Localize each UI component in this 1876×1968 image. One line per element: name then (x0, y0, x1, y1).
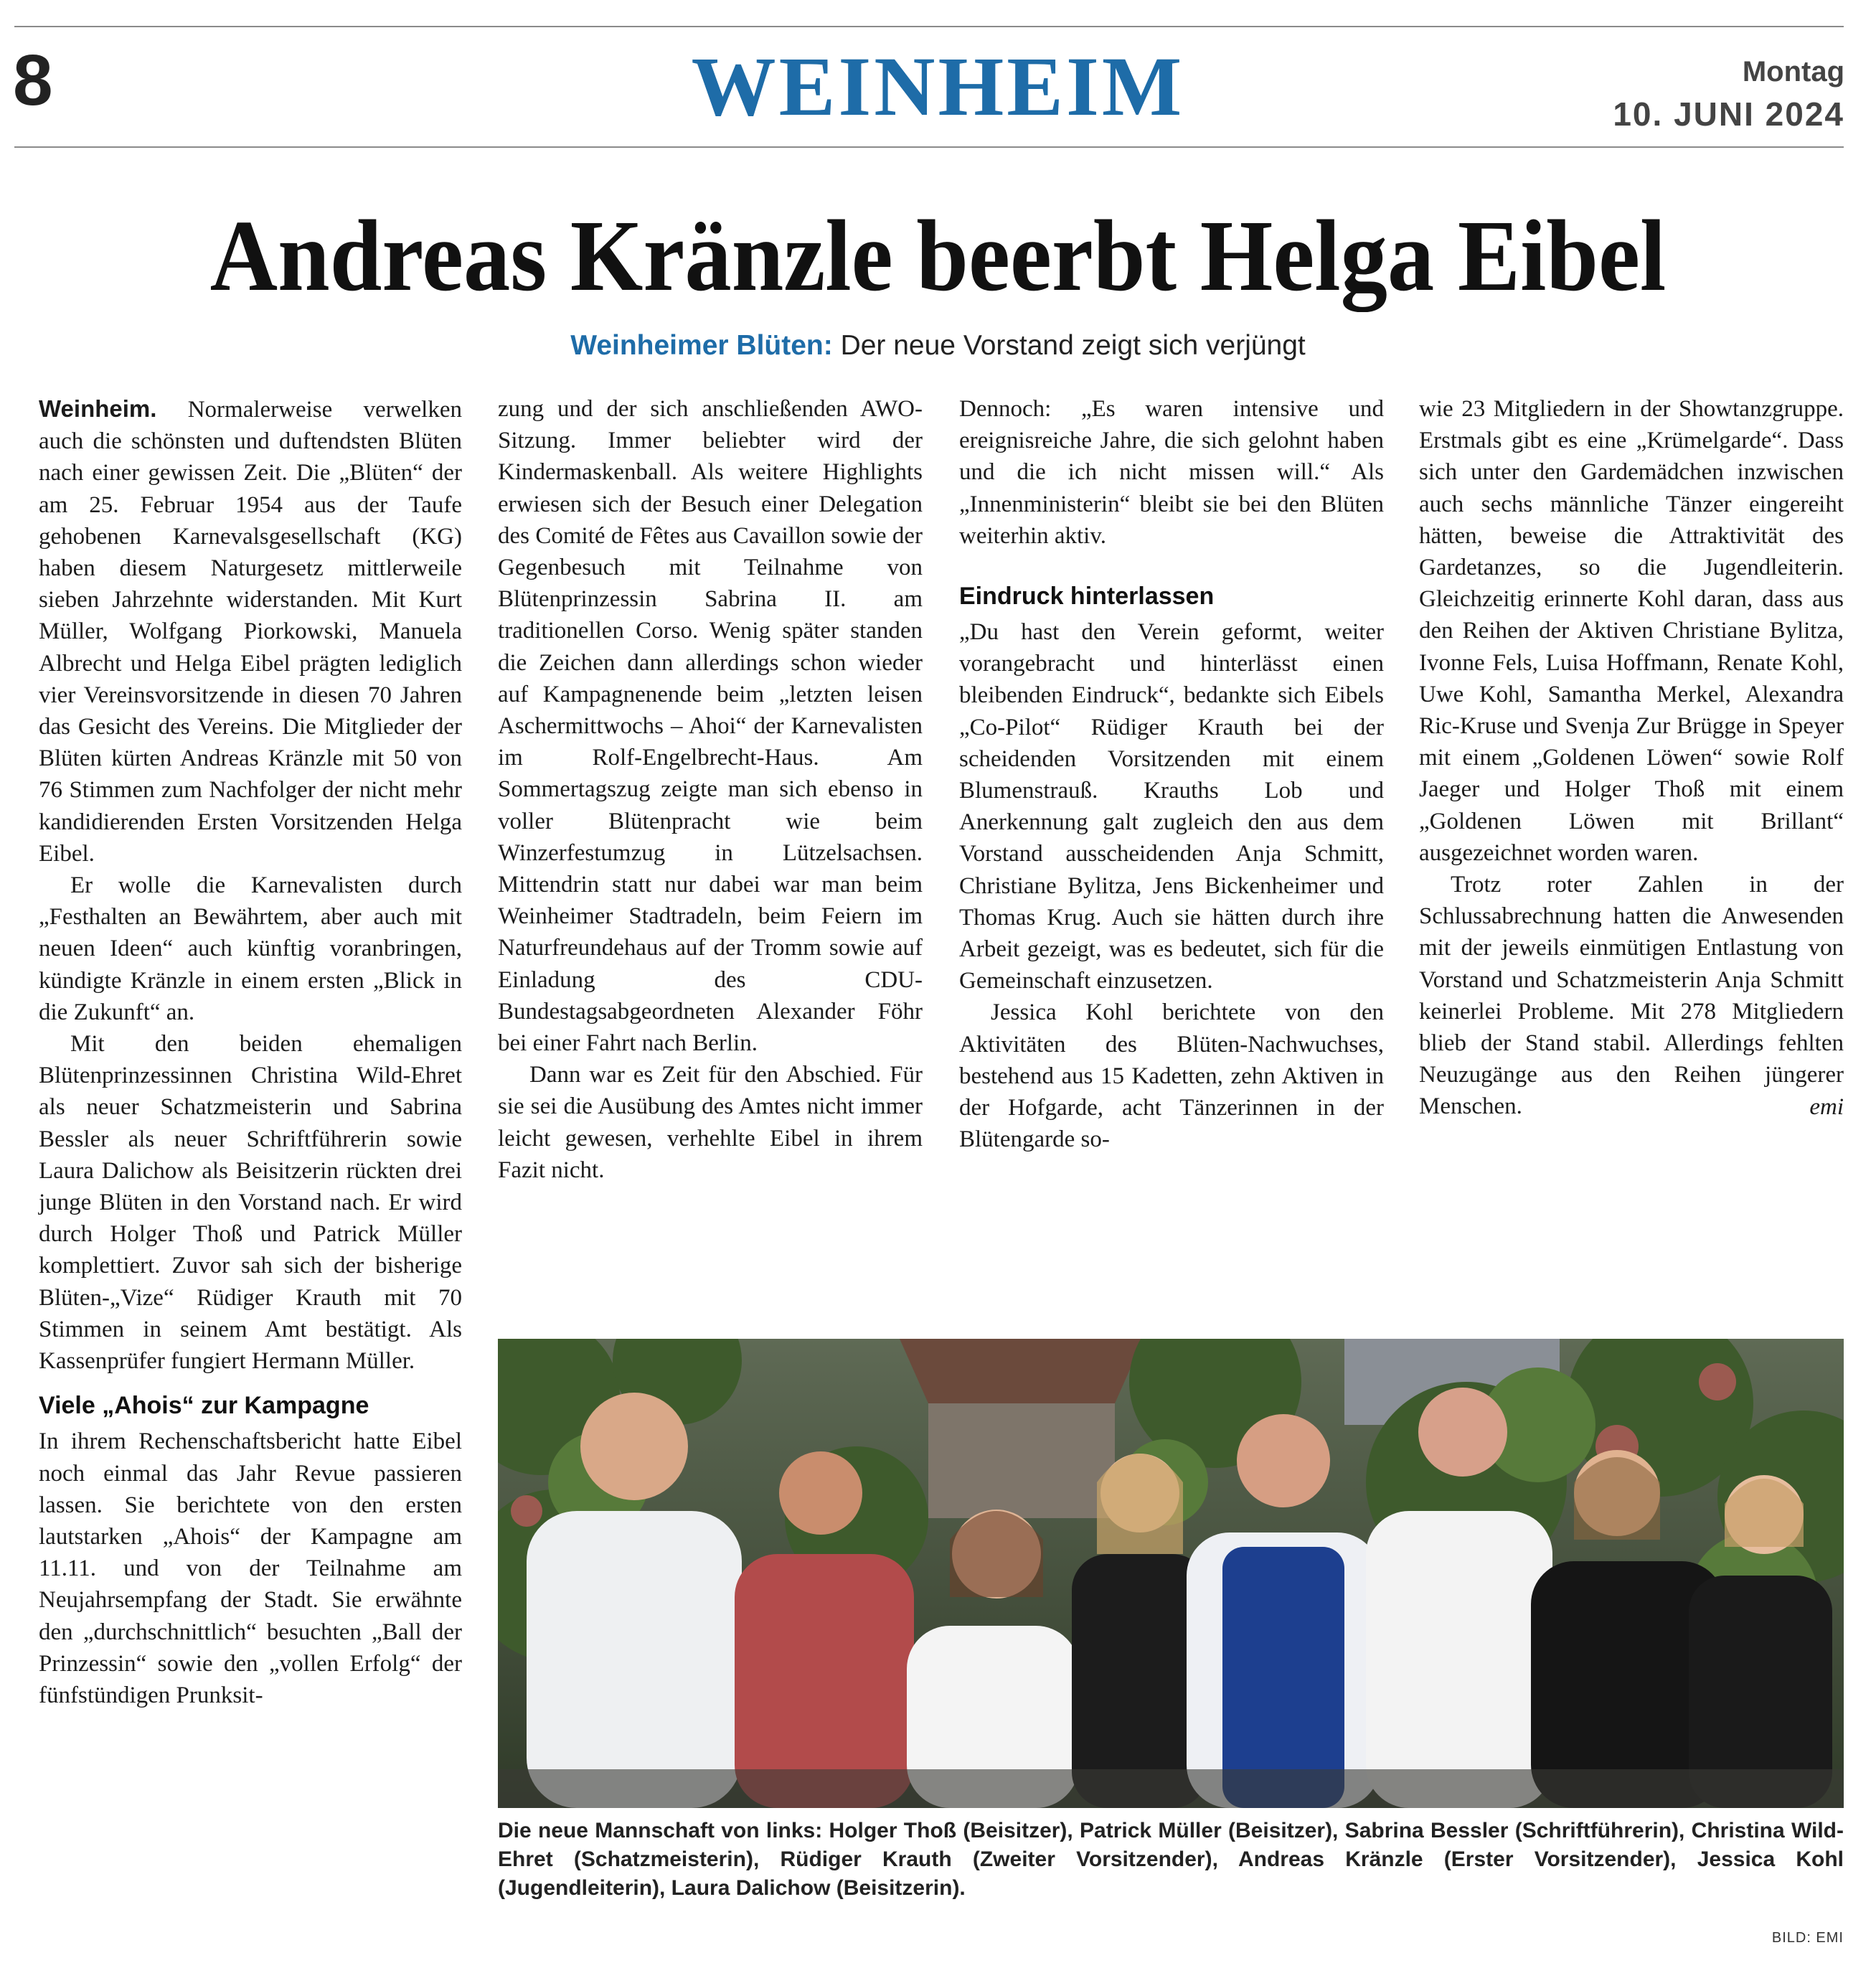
paragraph: Dennoch: „Es waren intensive und ereignisreiche Jahre, die sich gelohnt haben und die ich nicht missen will.“ Als „Innenministerin“ bleibt sie bei den Blüten weiterhin aktiv. (959, 396, 1384, 549)
photo-credit: BILD: EMI (1771, 1930, 1844, 1946)
weekday: Montag (1742, 56, 1844, 88)
article-column-4 (1419, 393, 1844, 1123)
article-subtitle (0, 324, 1876, 367)
paragraph: In ihrem Rechenschaftsbericht hatte Eibel noch einmal das Jahr Revue passieren lassen. Sie berichtete von den ersten lautstarken „Ahois“ der Kampagne am 11.11. und von der Teilnahme am Neujahrsempfang der Stadt. Sie erwähnte den „durchschnittlich“ besuchten „Ball der Prinzessin“ sowie den „vollen Erfolg“ der fünfstündigen Prunksit- (39, 1428, 462, 1708)
paragraph: wie 23 Mitgliedern in der Showtanzgruppe. Erstmals gibt es eine „Krümelgarde“. Dass sich unter den Gardemädchen inzwischen auch sechs männliche Tänzer eingereiht hätten, beweise die Attraktivität des Gardetanzes, so die Jugendleiterin. Gleichzeitig erinnerte Kohl daran, dass aus den Reihen der Aktiven Christiane Bylitza, Ivonne Fels, Luisa Hoffmann, Renate Kohl, Uwe Kohl, Samantha Merkel, Alexandra Ric-Kruse und Svenja Zur Brügge in Speyer mit einem „Goldenen Löwen“ sowie Rolf Jaeger und Holger Thoß mit einem „Goldenen Löwen mit Brillant“ ausgezeichnet worden waren. (1419, 396, 1844, 866)
paragraph: Trotz roter Zahlen in der Schlussabrechnung hatten die Anwesenden mit der jeweils einmütigen Entlastung von Vorstand und Schatzmeisterin Anja Schmitt keinerlei Probleme. Mit 278 Mitgliedern blieb der Stand stabil. Allerdings fehlten Neuzugänge aus den Reihen jüngerer Menschen. (1419, 872, 1844, 1120)
paragraph: Er wolle die Karnevalisten durch „Festhalten an Bewährtem, aber auch mit neuen Ideen“ auch künftig voranbringen, kündigte Kränzle in einem ersten „Blick in die Zukunft“ an. (39, 872, 462, 1025)
article-column-3 (959, 393, 1384, 1155)
section-subhead: Eindruck hinterlassen (959, 583, 1215, 611)
group-photo (498, 1339, 1844, 1808)
paragraph: Dann war es Zeit für den Abschied. Für sie sei die Ausübung des Amtes nicht immer leicht gewesen, verhehlte Eibel in ihrem Fazit nicht. (498, 1062, 923, 1183)
paragraph: Jessica Kohl berichtete von den Aktivitäten des Blüten-Nachwuchses, bestehend aus 15 Kadetten, zehn Aktiven in der Hofgarde, acht Tänzerinnen in der Blütengarde so- (959, 999, 1384, 1153)
page-number: 8 (13, 40, 53, 121)
top-rule (14, 26, 1844, 27)
paragraph (39, 393, 462, 870)
dateline: Weinheim. (39, 395, 157, 422)
article-column-1 (39, 393, 462, 1711)
header-rule (14, 146, 1844, 148)
paragraph: Mit den beiden ehemaligen Blütenprinzessinnen Christina Wild-Ehret als neuer Schatzmeisterin und Sabrina Bessler als neuer Schriftführerin sowie Laura Dalichow als Beisitzerin rückten drei junge Blüten in den Vorstand nach. Er wird durch Holger Thoß und Patrick Müller komplettiert. Zuvor sah sich der bisherige Blüten-„Vize“ Rüdiger Krauth mit 70 Stimmen in seinem Amt bestätigt. Als Kassenprüfer fungiert Hermann Müller. (39, 1031, 462, 1375)
paragraph: zung und der sich anschließenden AWO-Sitzung. Immer beliebter wird der Kindermaskenball. Als weitere Highlights erwiesen sich der Besuch einer Delegation des Comité de Fêtes aus Cavaillon sowie der Gegenbesuch mit Teilnahme von Blütenprinzessin Sabrina II. am traditionellen Corso. Wenig später standen die Zeichen dann allerdings schon wieder auf Kampagnenende beim „letzten leisen Aschermittwochs – Ahoi“ der Karnevalisten im Rolf-Engelbrecht-Haus. Am Sommertagszug zeigte man sich ebenso in voller Blütenpracht wie beim Winzerfestumzug in Lützelsachsen. Mittendrin statt nur dabei war man beim Weinheimer Stadtradeln, beim Feiern im Naturfreundehaus auf der Tromm sowie auf Einladung des CDU-Bundestagsabgeordneten Alexander Föhr bei einer Fahrt nach Berlin. (498, 396, 923, 1057)
paragraph-text: Normalerweise verwelken auch die schönsten und duftendsten Blüten nach einer gewissen Zeit. Die „Blüten“ der am 25. Februar 1954 aus der Taufe gehobenen Karnevalsgesellschaft (KG) haben diesem Naturgesetz mittlerweile sieben Jahrzehnte widerstanden. Mit Kurt Müller, Wolfgang Piorkowski, Manuela Albrecht und Helga Eibel prägten lediglich vier Vereinsvorsitzende in diesen 70 Jahren das Gesicht des Vereins. Die Mitglieder der Blüten kürten Andreas Kränzle mit 50 von 76 Stimmen zum Nachfolger der nicht mehr kandidierenden Ersten Vorsitzenden Helga Eibel. (39, 397, 462, 867)
issue-date: 10. JUNI 2024 (1613, 95, 1844, 133)
paragraph: „Du hast den Verein geformt, weiter vorangebracht und hinterlässt einen bleibenden Eindruck“, bedankte sich Eibels „Co-Pilot“ Rüdiger Krauth bei der scheidenden Vorsitzenden mit einem Blumenstrauß. Krauths Lob und Anerkennung galt zugleich den aus dem Vorstand ausscheidenden Anja Schmitt, Christiane Bylitza, Jens Bickenheimer und Thomas Krug. Auch sie hätten durch ihre Arbeit gezeigt, was es bedeutet, sich für die Gemeinschaft einzusetzen. (959, 619, 1384, 994)
author-initials: emi (1809, 1093, 1844, 1120)
subtitle-text: Der neue Vorstand zeigt sich verjüngt (840, 330, 1306, 361)
article-headline: Andreas Kränzle beerbt Helga Eibel (209, 199, 1667, 312)
section-masthead: WEINHEIM (691, 39, 1185, 133)
photo-caption: Die neue Mannschaft von links: Holger Thoß (Beisitzer), Patrick Müller (Beisitzer), Sabrina Bessler (Schriftführerin), Christina Wild-Ehret (Schatzmeisterin), Rüdiger Krauth (Zweiter Vorsitzender), Andreas Kränzle (Erster Vorsitzender), Jessica Kohl (Jugendleiterin), Laura Dalichow (Beisitzerin). (498, 1819, 1844, 1900)
article-column-2 (498, 393, 923, 1186)
section-subhead: Viele „Ahois“ zur Kampagne (39, 1392, 369, 1420)
date-block (1613, 52, 1844, 136)
subtitle-kicker: Weinheimer Blüten: (570, 330, 833, 361)
